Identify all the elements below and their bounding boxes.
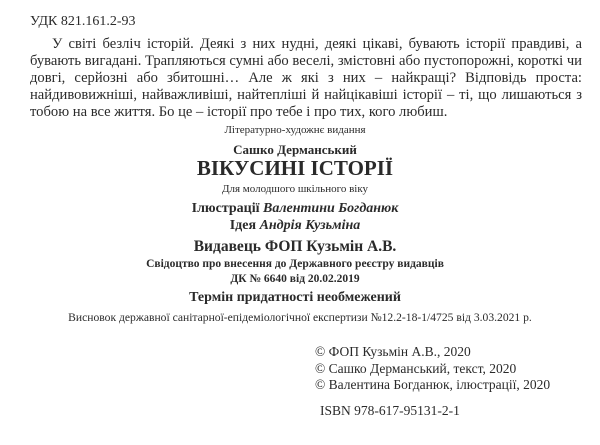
copyright-line: © ФОП Кузьмін А.В., 2020 [315, 344, 471, 359]
idea-author: Андрія Кузьміна [259, 218, 361, 233]
copyright-list [315, 344, 550, 394]
copyright-line: © Сашко Дерманський, текст, 2020 [315, 360, 517, 376]
certificate-number: ДК № 6640 від 20.02.2019 [230, 273, 360, 285]
udk-code: УДК 821.161.2-93 [30, 14, 136, 29]
copyright-line: © Валентина Богданюк, ілюстрації, 2020 [315, 377, 551, 392]
publisher: Видавець ФОП Кузьмін А.В. [193, 238, 397, 255]
shelf-life: Термін придатності необмежений [189, 290, 401, 305]
idea-label: Ідея [229, 218, 257, 233]
isbn: ISBN 978-617-95131-2-1 [320, 403, 460, 418]
illustrations-credit [0, 201, 590, 217]
annotation-paragraph: У світі безліч історій. Деякі з них нудні, деякі цікаві, бувають історії правдиві, а бувають вигадані. Трапляються сумні або веселі, змістовні або пустопорожні, короткі чи довгі, серйозні або збитошні… Але ж які з них – найкращі? Відповідь проста: найдивовижніші, найважливіші, найтепліші й найцікавіші історії – ті, що лишаються з тобою на все життя. Бо це – історії про тебе і про тих, кого любиш. [30, 36, 582, 120]
idea-credit [0, 218, 590, 234]
certificate: Свідоцтво про внесення до Державного реєстру видавців [146, 258, 444, 270]
expertise-conclusion: Висновок державної санітарної-епідеміологічної експертизи №12.2-18-1/4725 від 3.03.2021 р. [68, 311, 532, 324]
author-name: Сашко Дерманський [233, 142, 357, 157]
illustrator-name: Валентини Богданюк [263, 201, 399, 216]
illustrations-label: Ілюстрації [191, 201, 260, 216]
audience-label: Для молодшого шкільного віку [221, 183, 369, 195]
genre-label: Літературно-художнє видання [224, 124, 366, 136]
book-title: ВІКУСИНІ ІСТОРІЇ [196, 156, 394, 180]
